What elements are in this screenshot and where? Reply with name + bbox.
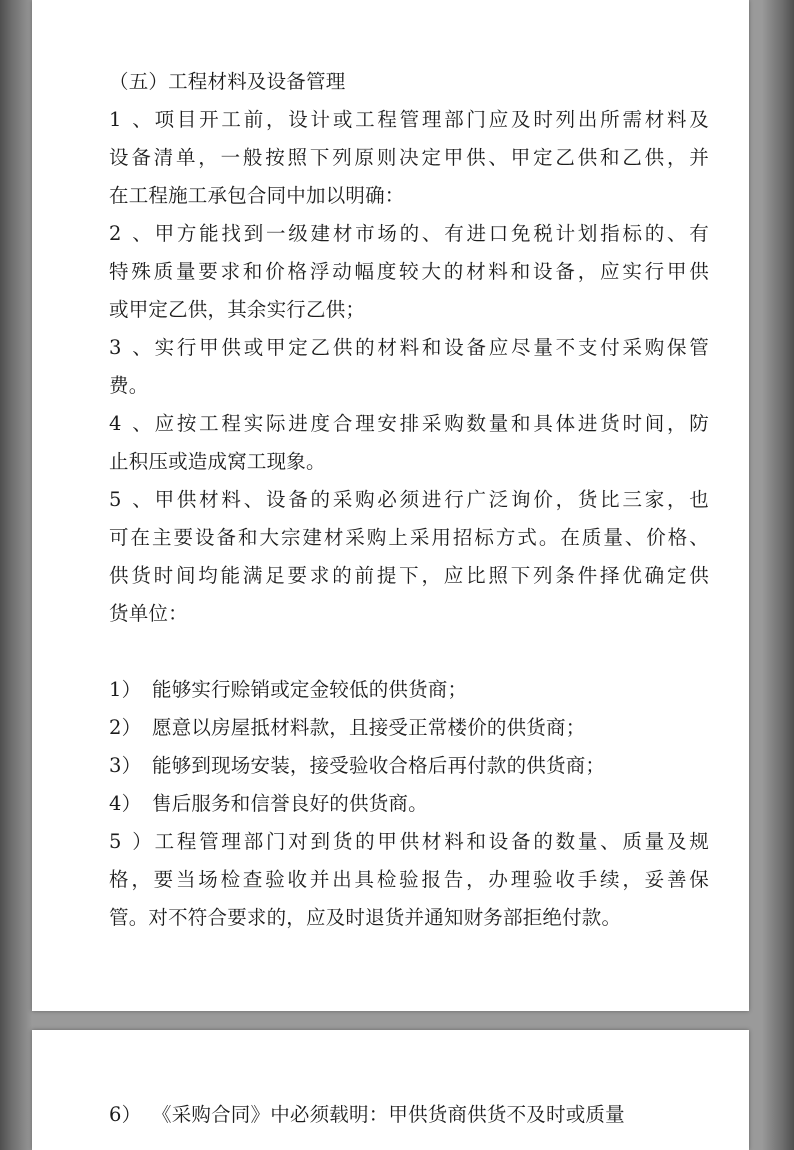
paragraph-4-line-1 [109,410,709,438]
paragraph-5-line-4: 货单位： [109,602,188,625]
paragraph-1-line-3: 在工程施工承包合同中加以明确： [109,184,405,207]
condition-text: 能够到现场安装，接受验收合格后再付款的供货商； [152,754,606,777]
condition-4-number: 4） [109,792,142,815]
condition-text: 能够实行赊销或定金较低的供货商； [152,678,468,701]
condition-5-line-2: 格，要当场检查验收并出具检验报告，办理验收手续，妥善保 [109,868,709,891]
paragraph-5-line-2: 可在主要设备和大宗建材采购上采用招标方式。在质量、价格、 [109,526,709,549]
paragraph-5-number: 5、 [109,488,152,511]
condition-2-number: 2） [109,716,142,739]
paragraph-text: 甲供材料、设备的采购必须进行广泛询价，货比三家，也 [152,488,709,511]
paragraph-5-line-1 [109,486,709,514]
condition-text: 愿意以房屋抵材料款，且接受正常楼价的供货商； [152,716,586,739]
next-page-partial-line [109,1101,709,1129]
paragraph-2-line-3: 或甲定乙供，其余实行乙供； [109,298,366,321]
condition-1 [109,676,709,704]
document-page-1 [32,0,749,1011]
section-title: （五）工程材料及设备管理 [109,70,346,93]
paragraph-2-line-2: 特殊质量要求和价格浮动幅度较大的材料和设备，应实行甲供 [109,260,709,283]
paragraph-2-line-1 [109,220,709,248]
condition-5-line-1 [109,828,709,856]
document-page-2 [32,1030,749,1150]
condition-text: 售后服务和信誉良好的供货商。 [152,792,428,815]
paragraph-text: 甲方能找到一级建材市场的、有进口免税计划指标的、有 [152,222,709,245]
condition-3-number: 3） [109,754,142,777]
condition-3 [109,752,709,780]
paragraph-4-number: 4、 [109,412,152,435]
paragraph-4-line-2: 止积压或造成窝工现象。 [109,450,326,473]
paragraph-3-line-1 [109,334,709,362]
condition-5-line-3: 管。对不符合要求的，应及时退货并通知财务部拒绝付款。 [109,906,622,929]
paragraph-5-line-3: 供货时间均能满足要求的前提下，应比照下列条件择优确定供 [109,564,709,587]
condition-1-number: 1） [109,678,142,701]
condition-5-number: 5） [109,830,152,853]
paragraph-3-number: 3、 [109,336,152,359]
condition-text: 《采购合同》中必须载明：甲供货商供货不及时或质量 [152,1103,625,1126]
condition-6-number: 6） [109,1103,142,1126]
paragraph-text: 项目开工前，设计或工程管理部门应及时列出所需材料及 [152,108,709,131]
condition-2 [109,714,709,742]
paragraph-1-line-2: 设备清单，一般按照下列原则决定甲供、甲定乙供和乙供，并 [109,146,709,169]
paragraph-1-number: 1、 [109,108,152,131]
condition-text: 工程管理部门对到货的甲供材料和设备的数量、质量及规 [152,830,709,853]
paragraph-3-line-2: 费。 [109,374,149,397]
paragraph-1-line-1 [109,106,709,134]
condition-4 [109,790,709,818]
paragraph-2-number: 2、 [109,222,152,245]
paragraph-text: 实行甲供或甲定乙供的材料和设备应尽量不支付采购保管 [152,336,709,359]
paragraph-text: 应按工程实际进度合理安排采购数量和具体进货时间，防 [152,412,709,435]
